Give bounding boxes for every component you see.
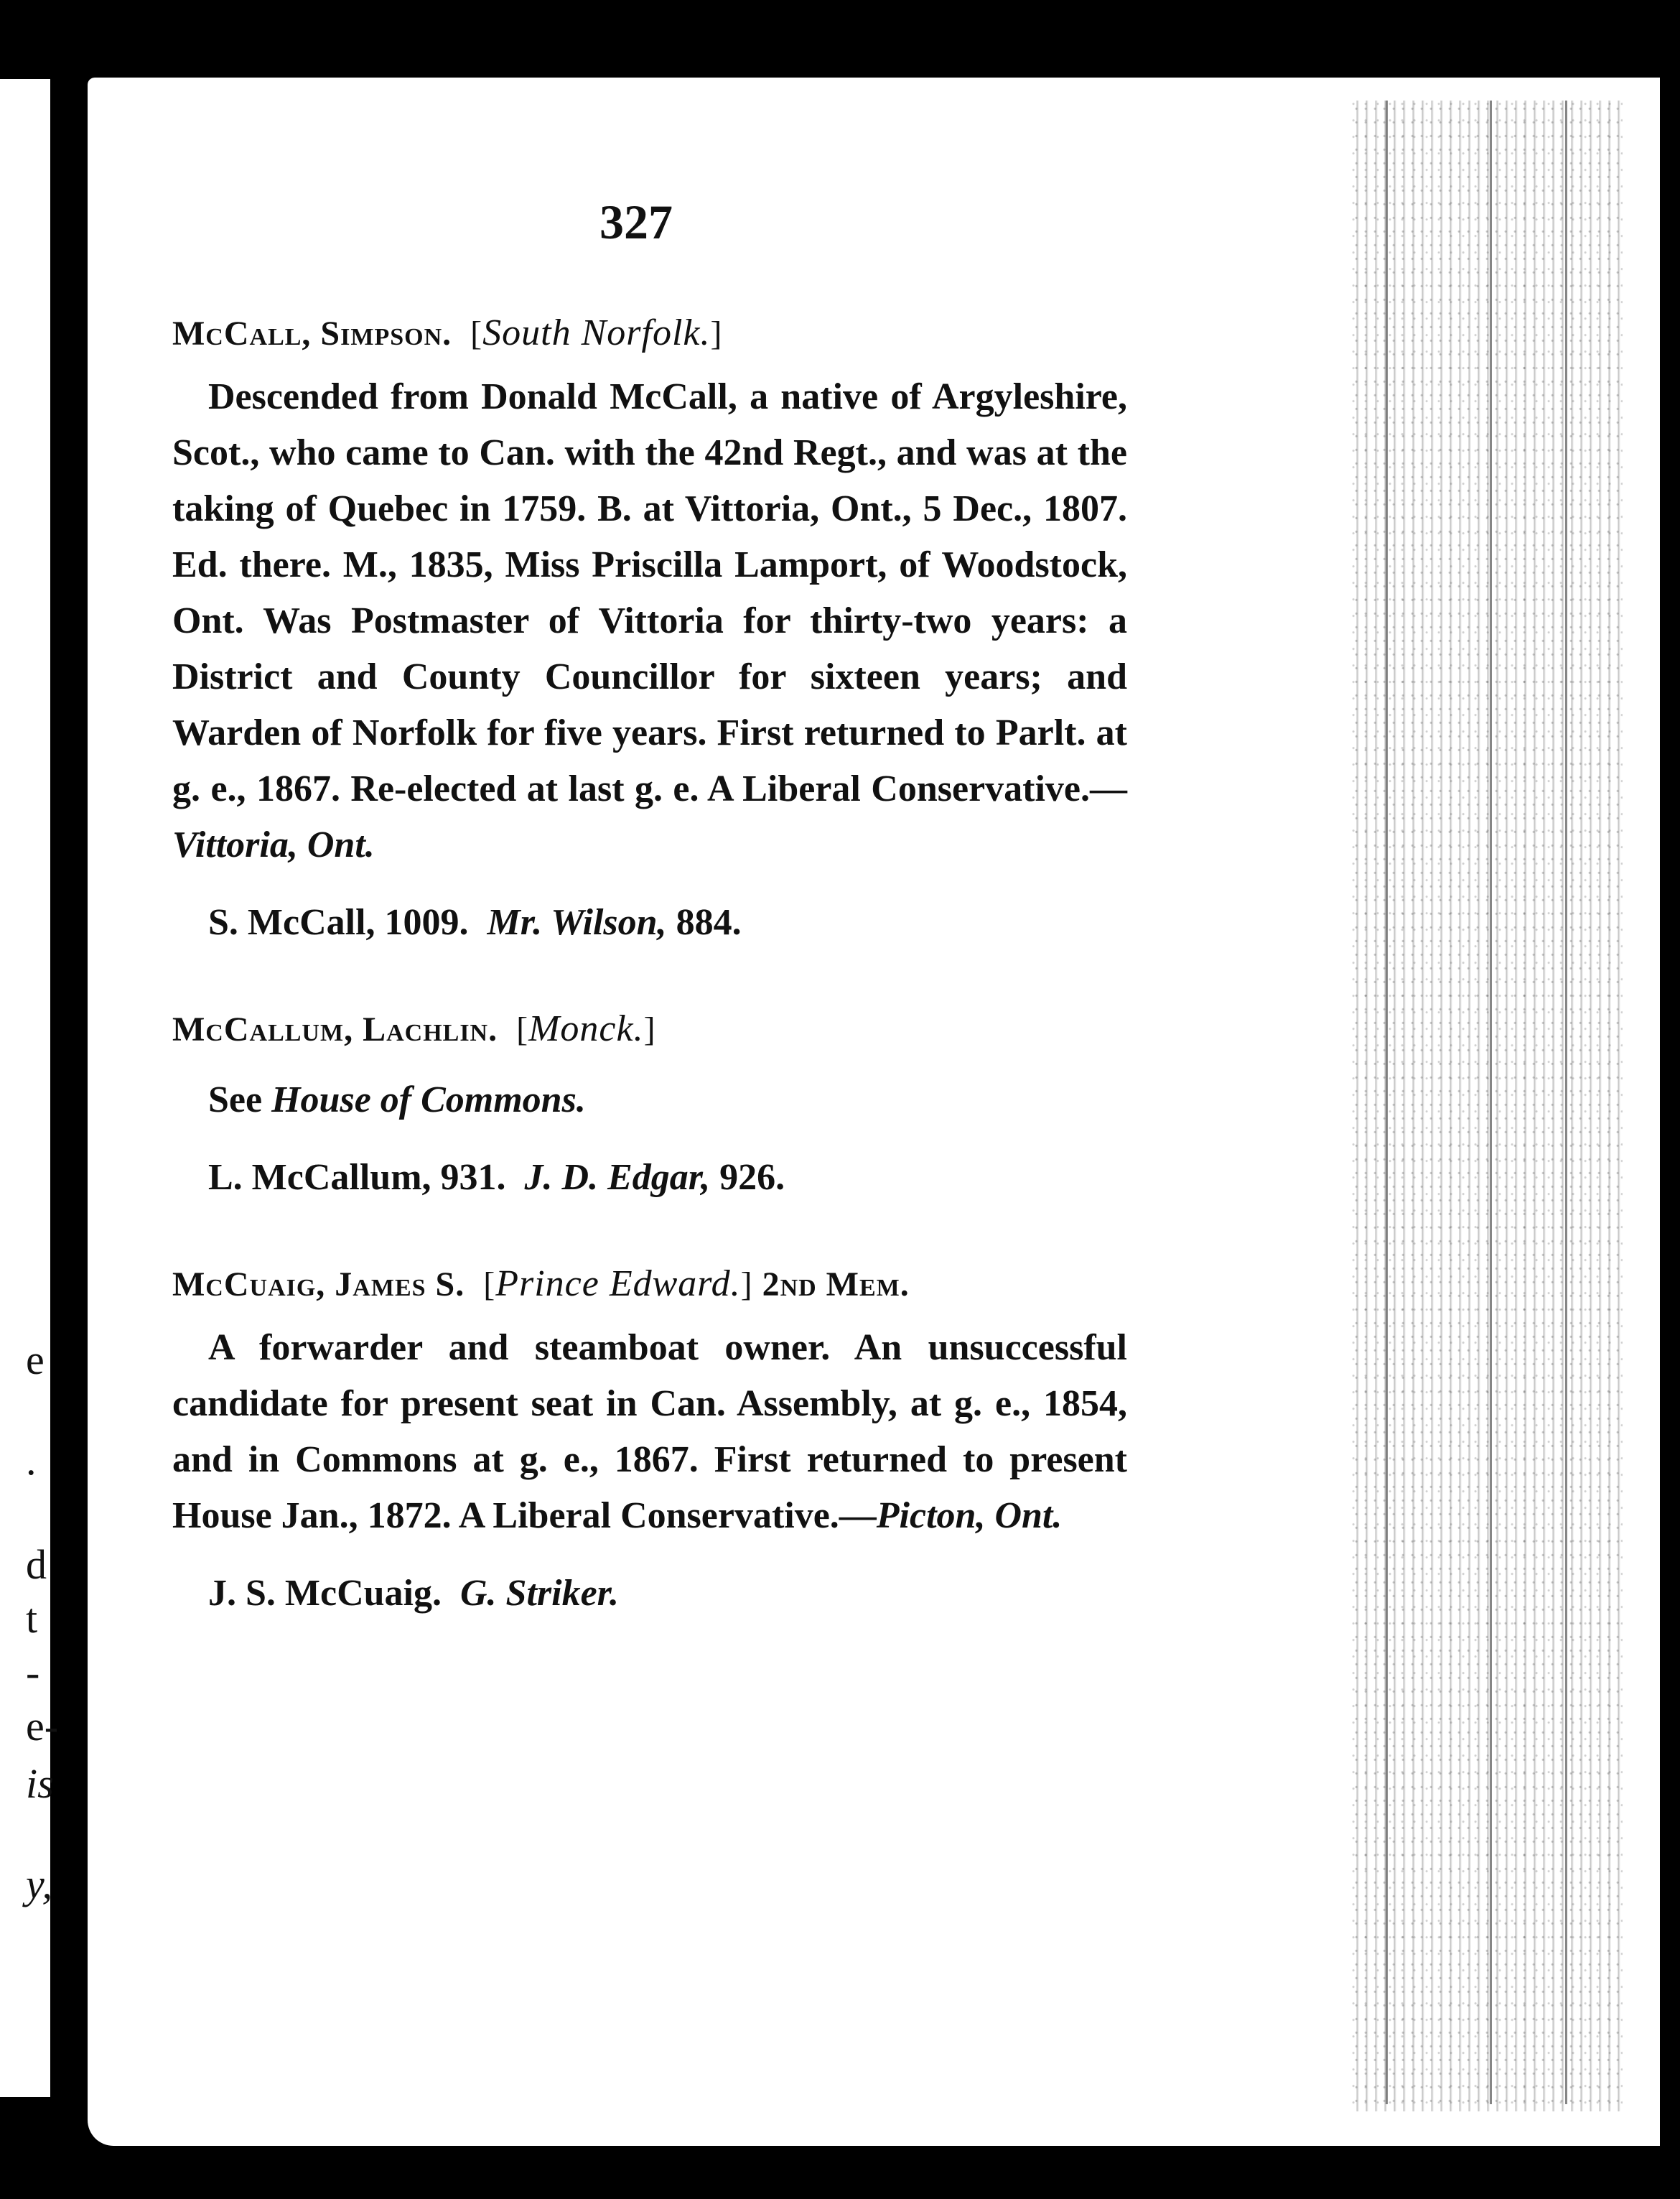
entry-heading: McCuaig, James S. [Prince Edward.] 2nd Mem. [172, 1263, 910, 1304]
cross-reference-target: House of Commons. [271, 1079, 586, 1120]
member-name: McCall, Simpson. [172, 315, 452, 353]
facing-page-fragment: is [26, 1760, 54, 1807]
riding-name: Monck. [528, 1008, 644, 1049]
opponent-name: Mr. Wilson, [487, 902, 667, 943]
page-edge-texture [1350, 101, 1623, 2111]
entry-mccallum [172, 1001, 1127, 1206]
opponent-votes: 884. [676, 902, 742, 943]
opponent-name: G. Striker. [460, 1573, 620, 1614]
page-edge-line [1386, 101, 1388, 2104]
biography-text: Descended from Donald McCall, a native of Argyleshire, Scot., who came to Can. with the 42nd Regt., and was at the taking of Quebec in 1759. B. at Vittoria, Ont., 5 Dec., 1807. Ed. there. M., 1835, Miss Priscilla Lamport, of Woodstock, Ont. Was Postmaster of Vittoria for thirty-two years: a District and County Councillor for sixteen years; and Warden of Norfolk for five years. First returned to Parlt. at g. e., 1867. Re-elected at last g. e. A Liberal Conservative.—Vittoria, Ont. [172, 376, 1127, 865]
page-content [172, 187, 1127, 1622]
opponent-votes: 926. [719, 1157, 785, 1198]
cross-reference: See House of Commons. [208, 1079, 586, 1120]
facing-page-fragment: e [26, 1336, 45, 1383]
opponent-name: J. D. Edgar, [524, 1157, 711, 1198]
member-name: McCuaig, James S. [172, 1265, 465, 1303]
facing-page-fragment: t [26, 1595, 38, 1642]
riding-name: South Norfolk. [482, 312, 711, 353]
election-result [208, 1150, 1127, 1206]
page-edge-line [1565, 101, 1567, 2104]
member-name: McCallum, Lachlin. [172, 1010, 498, 1049]
facing-page-fragment: e- [26, 1703, 59, 1749]
page-edge-line [1490, 101, 1492, 2104]
election-result [208, 895, 1127, 951]
winner-votes: S. McCall, 1009. [208, 902, 469, 943]
facing-page-fragment: - [26, 1649, 40, 1696]
biography-text: A forwarder and steamboat owner. An unsuccessful candidate for present seat in Can. Assembly, at g. e., 1854, and in Commons at g. e., 1867. First returned to present House Jan., 1872. A Liberal Conservative.—Picton, Ont. [172, 1327, 1127, 1536]
entry-mccuaig [172, 1256, 1127, 1622]
facing-page-fragment: d [26, 1541, 47, 1588]
winner-votes: L. McCallum, 931. [208, 1157, 506, 1198]
facing-page-strip [0, 79, 59, 2097]
entry-heading: McCallum, Lachlin. [Monck.] [172, 1008, 656, 1049]
member-seat-note: 2nd Mem. [762, 1265, 910, 1303]
entry-mccall [172, 305, 1127, 951]
riding-name: Prince Edward. [495, 1263, 741, 1304]
winner-votes: J. S. McCuaig. [208, 1573, 442, 1614]
page-number: 327 [599, 195, 673, 249]
entry-heading: McCall, Simpson. [South Norfolk.] [172, 312, 723, 353]
facing-page-fragment: y, [26, 1861, 53, 1907]
facing-page-fragment: . [26, 1437, 37, 1484]
election-result [208, 1566, 1127, 1622]
